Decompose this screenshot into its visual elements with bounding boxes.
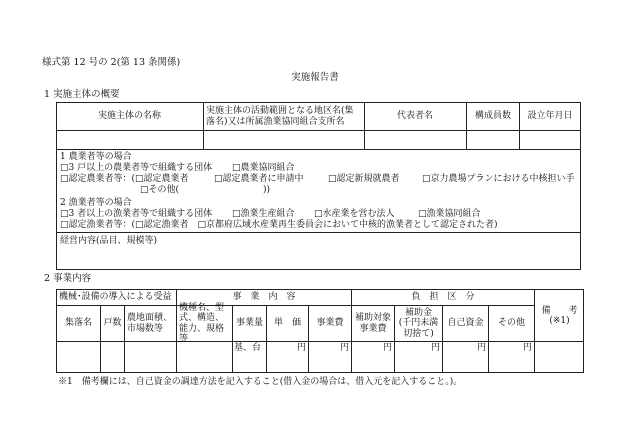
- unit-own-funds-yen: 円: [476, 343, 486, 353]
- unit-cost-yen: 円: [339, 343, 349, 353]
- fishery-corp-checkbox[interactable]: □水産業を営む法人: [314, 209, 395, 219]
- col-eligible-cost: 補助対象 事業費: [354, 313, 391, 334]
- business-content-label: 経営内容(品目、規模等): [60, 236, 158, 246]
- form-number: 様式第 12 号の 2(第 13 条関係): [42, 57, 181, 68]
- header-activity-area: 実施主体の活動範囲となる地区名(集落名)又は所属漁業協同組合支所名: [206, 106, 354, 127]
- footnote: ※1 備考欄には、自己資金の調達方法を記入すること(借入金の場合は、借入元を記入すること。)。: [58, 377, 463, 387]
- unit-price-yen: 円: [296, 343, 306, 353]
- unit-subsidy-yen: 円: [430, 343, 440, 353]
- col-households: 戸数: [103, 318, 122, 329]
- col-village: 集落名: [64, 318, 92, 329]
- fishers-title: 2 漁業者等の場合: [60, 198, 132, 208]
- farmers-group-checkbox[interactable]: □3 戸以上の農業者等で組織する団体: [60, 163, 213, 173]
- notes-header: 備 考 (※1): [541, 305, 578, 326]
- fishery-coop-checkbox[interactable]: □漁業協同組合: [418, 209, 481, 219]
- col-unit-price: 単 価: [273, 318, 301, 329]
- unit-eligible-yen: 円: [382, 343, 392, 353]
- farmer-other-close: )): [263, 185, 271, 195]
- col-farmland-area: 農地面積、 市場数等: [127, 313, 173, 334]
- unit-other-yen: 円: [522, 343, 532, 353]
- unit-quantity: 基、台: [234, 343, 262, 353]
- col-own-funds: 自己資金: [447, 318, 484, 329]
- business-content-header: 事 業 内 容: [232, 292, 296, 303]
- col-other: その他: [497, 318, 525, 329]
- col-project-cost: 事業費: [316, 318, 344, 329]
- header-representative: 代表者名: [396, 111, 433, 122]
- document-title: 実施報告書: [291, 72, 339, 83]
- header-established-date: 設立年月日: [527, 111, 573, 122]
- section1-heading: 1 実施主体の概要: [44, 89, 120, 100]
- core-farmer-checkbox[interactable]: □京力農場プランにおける中核担い手: [422, 174, 575, 184]
- farmers-coop-checkbox[interactable]: □農業協同組合: [232, 163, 295, 173]
- applying-farmer-checkbox[interactable]: □認定農業者に申請中: [214, 174, 304, 184]
- section2-heading: 2 事業内容: [44, 273, 92, 284]
- new-farmer-checkbox[interactable]: □認定新規就農者: [328, 174, 400, 184]
- header-member-count: 構成員数: [474, 111, 511, 122]
- certified-fishers-checkbox[interactable]: □認定漁業者等：(□認定漁業者 □京都府広域水産業再生委員会において中核的漁業者として認定された者): [60, 220, 498, 230]
- col-model: 機種名、型式、構造、能力、規格等: [179, 302, 225, 344]
- certified-farmers-checkbox[interactable]: □認定農業者等：(□認定農業者: [60, 174, 189, 184]
- header-org-name: 実施主体の名称: [97, 111, 161, 122]
- fishers-group-checkbox[interactable]: □3 者以上の漁業者等で組織する団体: [60, 209, 213, 219]
- burden-header: 負 担 区 分: [411, 292, 475, 303]
- farmers-title: 1 農業者等の場合: [60, 152, 132, 162]
- col-quantity: 事業量: [235, 318, 263, 329]
- farmer-other-checkbox[interactable]: □その他(: [140, 185, 180, 195]
- equipment-benefit-header: 機械･設備の導入による受益: [59, 292, 172, 303]
- fishery-production-checkbox[interactable]: □漁業生産組合: [232, 209, 295, 219]
- col-subsidy: 補助金 (千円未満 切捨て): [398, 307, 439, 339]
